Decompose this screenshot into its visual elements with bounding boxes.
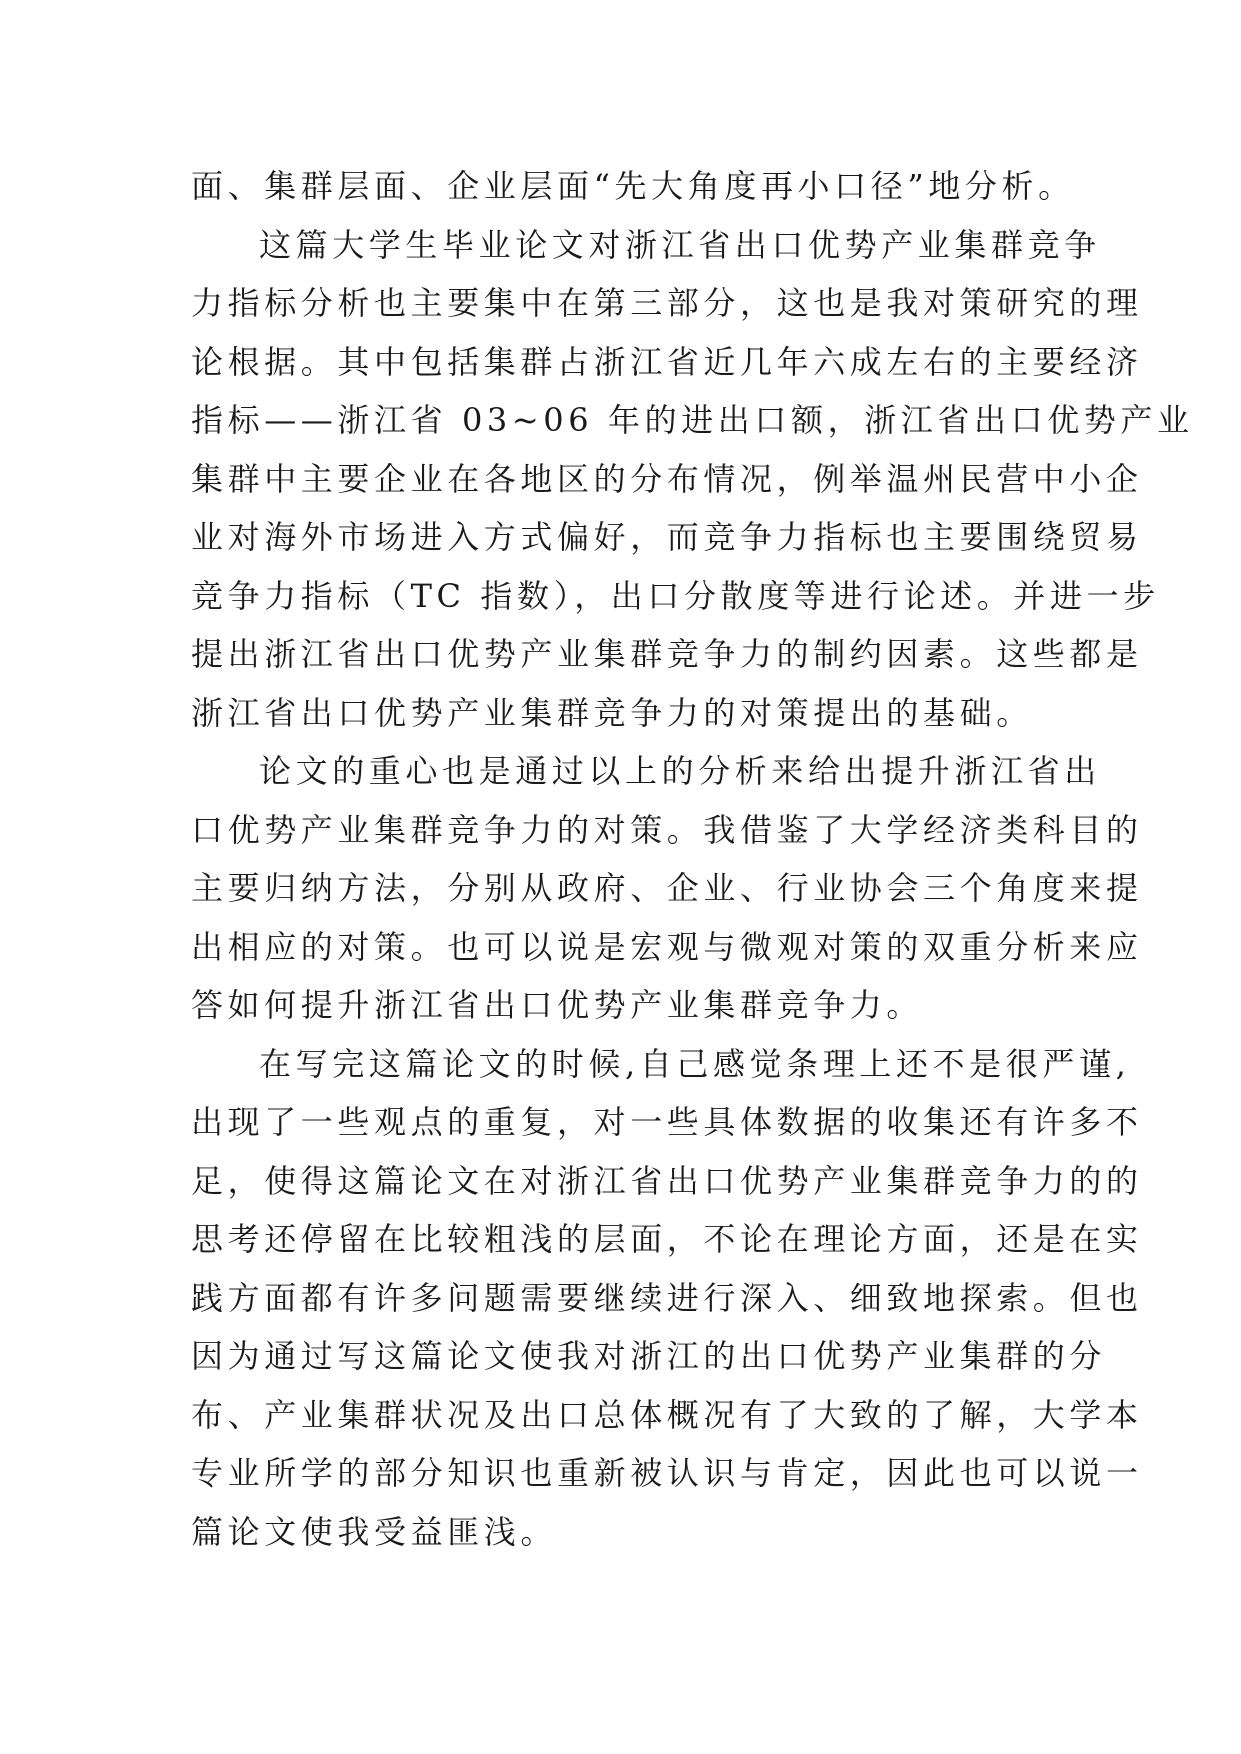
text-line: 思考还停留在比较粗浅的层面，不论在理论方面，还是在实 bbox=[191, 1220, 1143, 1258]
paragraph bbox=[191, 1035, 1143, 1562]
text-line: 论根据。其中包括集群占浙江省近几年六成左右的主要经济 bbox=[191, 342, 1143, 381]
text-line: 这篇大学生毕业论文对浙江省出口优势产业集群竞争 bbox=[259, 225, 1101, 264]
text-line: 出现了一些观点的重复，对一些具体数据的收集还有许多不 bbox=[191, 1103, 1143, 1141]
text-line: 面、集群层面、企业层面“先大角度再小口径”地分析。 bbox=[191, 167, 1075, 205]
text-line: 布、产业集群状况及出口总体概况有了大致的了解，大学本 bbox=[191, 1395, 1143, 1434]
paragraph bbox=[191, 216, 1194, 743]
text-line: 答如何提升浙江省出口优势产业集群竞争力。 bbox=[191, 986, 924, 1024]
text-line: 专业所学的部分知识也重新被认识与肯定，因此也可以说一 bbox=[191, 1454, 1143, 1492]
text-line: 在写完这篇论文的时候,自己感觉条理上还不是很严谨, bbox=[259, 1044, 1131, 1083]
text-line: 践方面都有许多问题需要继续进行深入、细致地探索。但也 bbox=[191, 1278, 1143, 1317]
text-line: 提出浙江省出口优势产业集群竞争力的制约因素。这些都是 bbox=[191, 635, 1143, 673]
paragraph bbox=[191, 157, 1075, 216]
text-line: 口优势产业集群竞争力的对策。我借鉴了大学经济类科目的 bbox=[191, 810, 1143, 849]
body-text bbox=[191, 157, 1194, 1561]
text-line: 论文的重心也是通过以上的分析来给出提升浙江省出 bbox=[259, 752, 1101, 790]
text-line: 出相应的对策。也可以说是宏观与微观对策的双重分析来应 bbox=[191, 927, 1143, 966]
text-line: 篇论文使我受益匪浅。 bbox=[191, 1512, 558, 1551]
text-line: 浙江省出口优势产业集群竞争力的对策提出的基础。 bbox=[191, 693, 1033, 732]
text-line: 主要归纳方法，分别从政府、企业、行业协会三个角度来提 bbox=[191, 869, 1143, 907]
text-line: 业对海外市场进入方式偏好，而竞争力指标也主要围绕贸易 bbox=[191, 518, 1143, 556]
text-line: 指标——浙江省 03~06 年的进出口额，浙江省出口优势产业 bbox=[191, 401, 1194, 439]
paragraph bbox=[191, 742, 1143, 1035]
text-line: 集群中主要企业在各地区的分布情况，例举温州民营中小企 bbox=[191, 459, 1143, 498]
text-line: 竞争力指标（TC 指数），出口分散度等进行论述。并进一步 bbox=[191, 576, 1160, 615]
text-line: 因为通过写这篇论文使我对浙江的出口优势产业集群的分 bbox=[191, 1337, 1107, 1375]
text-line: 足，使得这篇论文在对浙江省出口优势产业集群竞争力的的 bbox=[191, 1161, 1143, 1200]
text-line: 力指标分析也主要集中在第三部分，这也是我对策研究的理 bbox=[191, 284, 1143, 322]
